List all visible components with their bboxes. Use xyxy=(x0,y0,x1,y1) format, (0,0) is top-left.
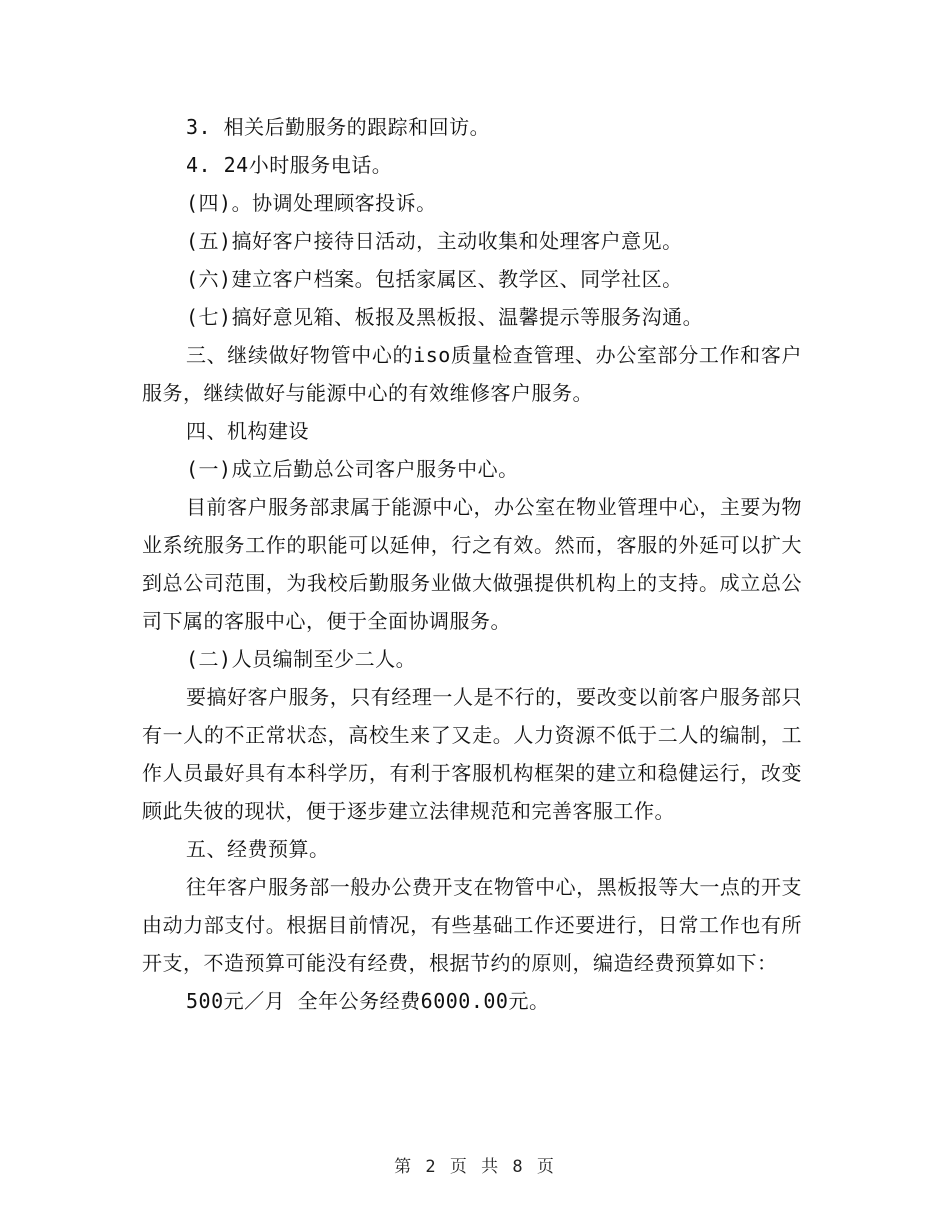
subheading-staffing: (二)人员编制至少二人。 xyxy=(186,647,417,671)
paragraph-staffing: 要搞好客户服务，只有经理一人是不行的，要改变以前客户服务部只有一人的不正常状态，高校生来了又走。人力资源不低于二人的编制，工作人员最好具有本科学历，有利于客服机构框架的建立和稳健运行，改变顾此失彼的现状，便于逐步建立法律规范和完善客服工作。 xyxy=(142,685,802,823)
list-item-communication: (七)搞好意见箱、板报及黑板报、温馨提示等服务沟通。 xyxy=(186,305,704,329)
list-item-customer-files: (六)建立客户档案。包括家属区、教学区、同学社区。 xyxy=(186,267,683,291)
section-heading-5: 五、经费预算。 xyxy=(186,837,330,861)
section-heading-4: 四、机构建设 xyxy=(186,419,309,443)
section-heading-3: 三、继续做好物管中心的iso质量检查管理、办公室部分工作和客户服务，继续做好与能源中心的有效维修客户服务。 xyxy=(142,343,802,405)
list-item-3: 3. 相关后勤服务的跟踪和回访。 xyxy=(186,115,491,139)
paragraph-budget: 往年客户服务部一般办公费开支在物管中心，黑板报等大一点的开支由动力部支付。根据目前情况，有些基础工作还要进行，日常工作也有所开支，不造预算可能没有经费，根据节约的原则，编造经费预算如下： xyxy=(142,875,802,975)
paragraph-service-center: 目前客户服务部隶属于能源中心，办公室在物业管理中心，主要为物业系统服务工作的职能可以延伸，行之有效。然而，客服的外延可以扩大到总公司范围，为我校后勤服务业做大做强提供机构上的支持。成立总公司下属的客服中心，便于全面协调服务。 xyxy=(142,495,802,633)
list-item-reception-day: (五)搞好客户接待日活动，主动收集和处理客户意见。 xyxy=(186,229,683,253)
list-item-4: 4. 24小时服务电话。 xyxy=(186,153,393,177)
list-item-complaints: (四)。协调处理顾客投诉。 xyxy=(186,191,437,215)
subheading-service-center: (一)成立后勤总公司客户服务中心。 xyxy=(186,457,519,481)
page-number-footer: 第 2 页 共 8 页 xyxy=(394,1157,556,1177)
budget-line: 500元／月 全年公务经费6000.00元。 xyxy=(186,989,550,1013)
document-body xyxy=(142,108,802,1020)
